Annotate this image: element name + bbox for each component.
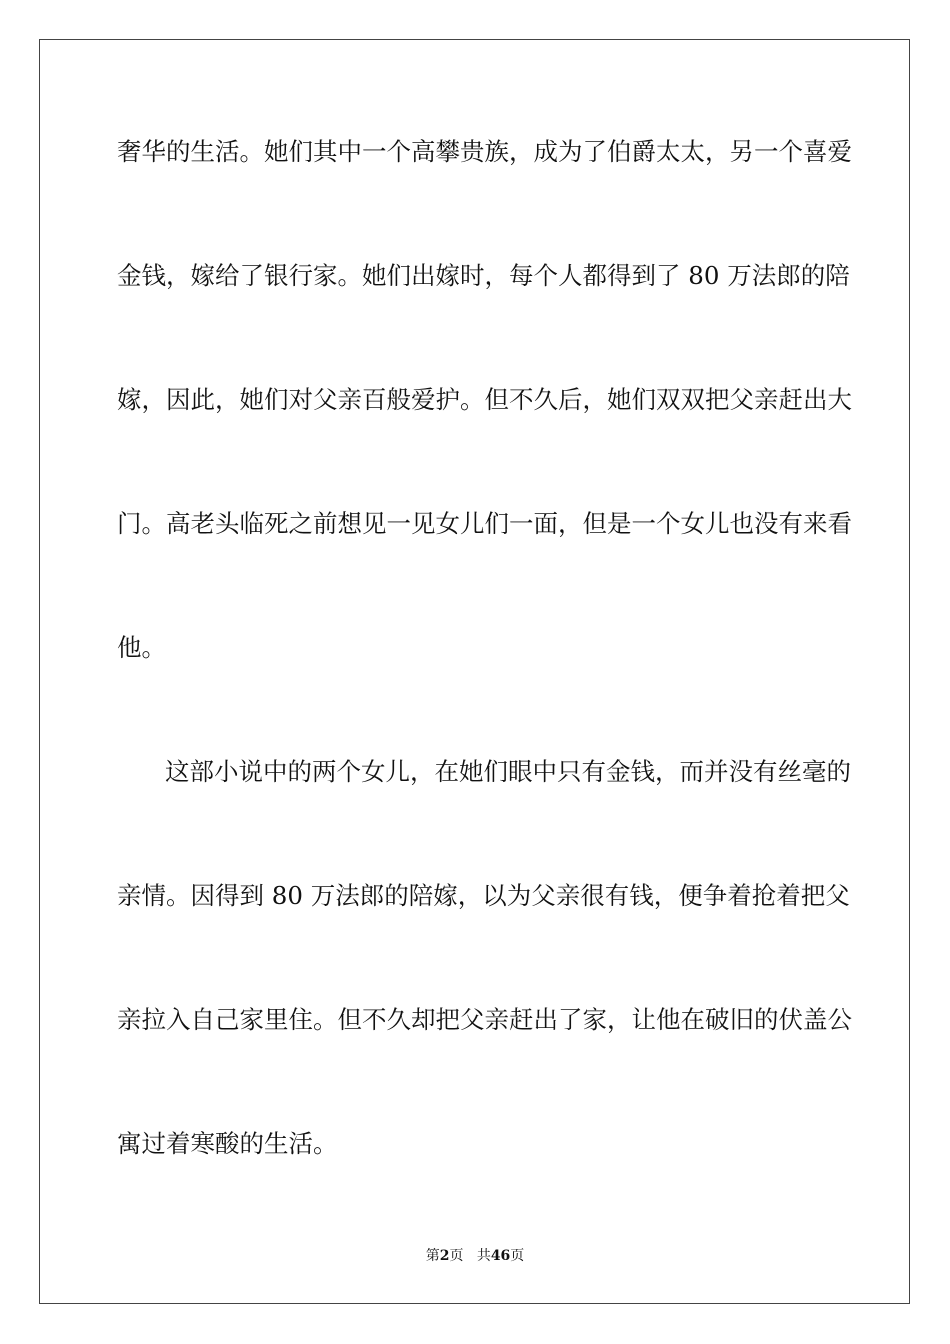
total-suffix: 页 — [510, 1248, 525, 1264]
text-line: 嫁，因此，她们对父亲百般爱护。但不久后，她们双双把父亲赶出大 — [117, 385, 852, 414]
total-prefix: 共 — [476, 1248, 491, 1264]
page-number: 2 — [439, 1248, 450, 1264]
page-suffix: 页 — [449, 1248, 464, 1264]
text-line: 这部小说中的两个女儿，在她们眼中只有金钱，而并没有丝毫的 — [165, 757, 851, 786]
text-line: 亲情。因得到 80 万法郎的陪嫁，以为父亲很有钱，便争着抢着把父 — [117, 881, 850, 910]
text-line: 寓过着寒酸的生活。 — [117, 1129, 338, 1158]
text-line: 金钱，嫁给了银行家。她们出嫁时，每个人都得到了 80 万法郎的陪 — [117, 261, 850, 290]
page-prefix: 第 — [425, 1248, 440, 1264]
text-line: 奢华的生活。她们其中一个高攀贵族，成为了伯爵太太，另一个喜爱 — [117, 137, 852, 166]
page-footer — [0, 1246, 950, 1266]
page-border — [39, 39, 910, 1304]
text-line: 门。高老头临死之前想见一见女儿们一面，但是一个女儿也没有来看 — [117, 509, 852, 538]
text-line: 他。 — [117, 633, 166, 662]
text-line: 亲拉入自己家里住。但不久却把父亲赶出了家，让他在破旧的伏盖公 — [117, 1005, 852, 1034]
total-pages: 46 — [490, 1248, 511, 1264]
